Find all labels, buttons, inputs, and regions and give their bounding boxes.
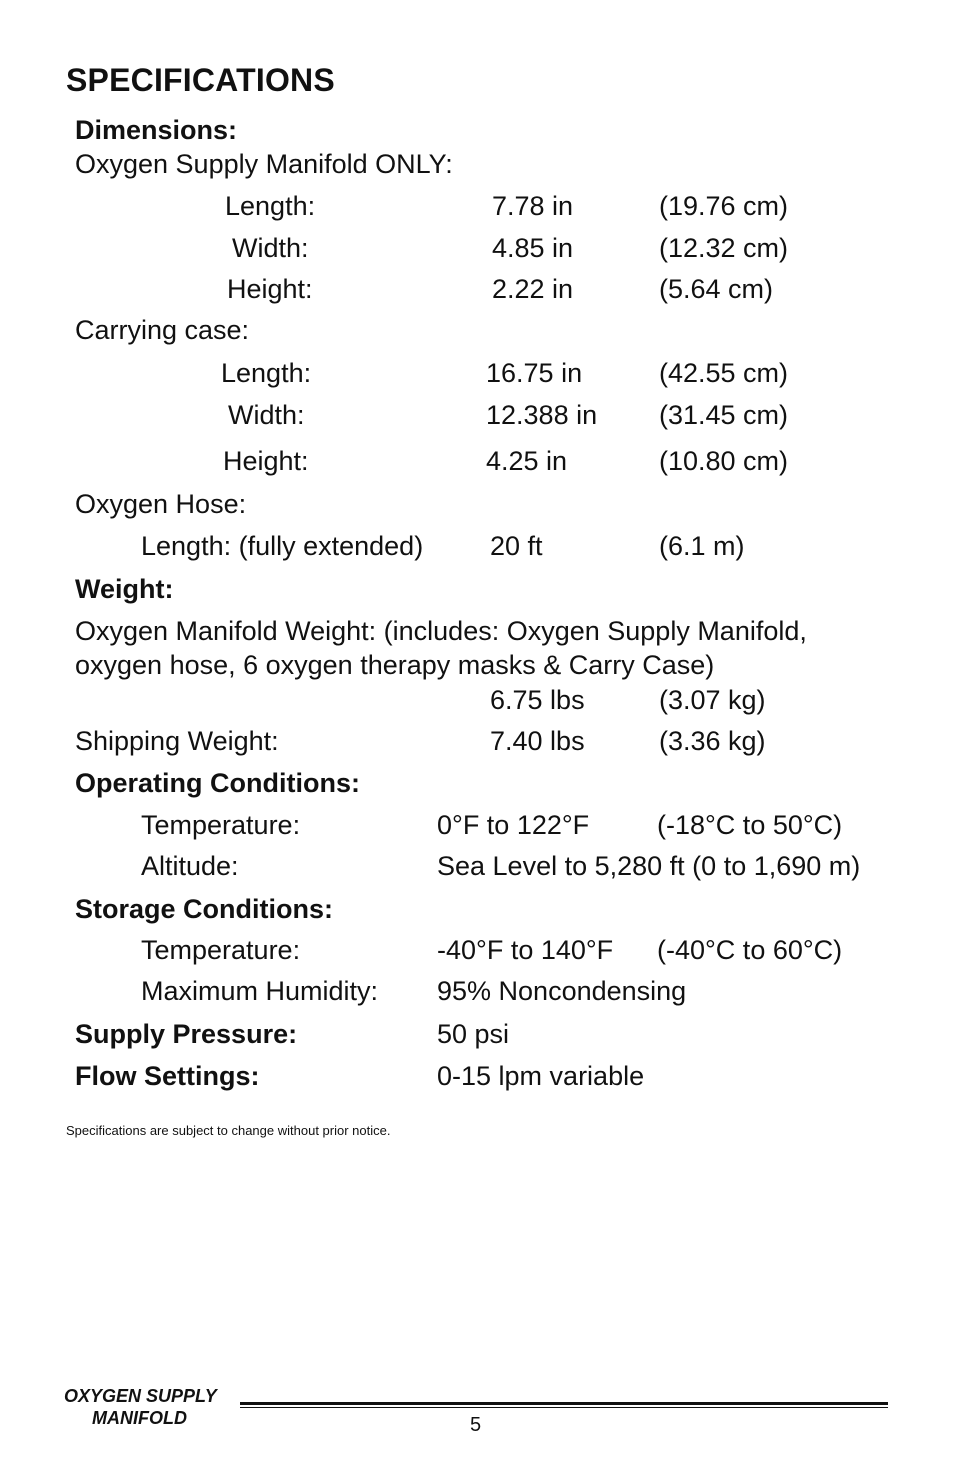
flow-settings-label: Flow Settings: [75, 1061, 260, 1091]
case-height-metric: (10.80 cm) [659, 446, 789, 476]
shipping-weight-lbs: 7.40 lbs [490, 726, 585, 756]
manifold-length-in: 7.78 in [492, 191, 574, 221]
manifold-width-metric: (12.32 cm) [659, 233, 789, 263]
operating-temp-label: Temperature: [141, 810, 301, 840]
hose-length-label: Length: (fully extended) [141, 531, 424, 561]
hose-length-ft: 20 ft [490, 531, 543, 561]
footer-title-line1: OXYGEN SUPPLY [64, 1386, 217, 1406]
weight-heading: Weight: [75, 574, 174, 604]
manifold-height-in: 2.22 in [492, 274, 574, 304]
altitude-value: Sea Level to 5,280 ft (0 to 1,690 m) [437, 851, 861, 881]
manifold-label: Oxygen Supply Manifold ONLY: [75, 149, 453, 179]
case-length-in: 16.75 in [486, 358, 583, 388]
manifold-width-in: 4.85 in [492, 233, 574, 263]
hose-label: Oxygen Hose: [75, 489, 247, 519]
manifold-weight-kg: (3.07 kg) [659, 685, 766, 715]
case-height-label: Height: [223, 446, 309, 476]
dimensions-heading: Dimensions: [75, 115, 238, 145]
case-width-metric: (31.45 cm) [659, 400, 789, 430]
storage-temp-label: Temperature: [141, 935, 301, 965]
footnote: Specifications are subject to change without prior notice. [66, 1123, 391, 1138]
hose-length-metric: (6.1 m) [659, 531, 745, 561]
humidity-value: 95% Noncondensing [437, 976, 687, 1006]
supply-pressure-label: Supply Pressure: [75, 1019, 298, 1049]
case-height-in: 4.25 in [486, 446, 568, 476]
manifold-length-label: Length: [225, 191, 316, 221]
storage-heading: Storage Conditions: [75, 894, 333, 924]
flow-settings-value: 0-15 lpm variable [437, 1061, 645, 1091]
case-length-label: Length: [221, 358, 312, 388]
storage-temp-c: (-40°C to 60°C) [657, 935, 843, 965]
storage-temp-f: -40°F to 140°F [437, 935, 614, 965]
operating-temp-f: 0°F to 122°F [437, 810, 590, 840]
footer-title-line2: MANIFOLD [92, 1408, 187, 1428]
operating-heading: Operating Conditions: [75, 768, 360, 798]
footer-rule-thin [240, 1407, 888, 1408]
page-title: SPECIFICATIONS [66, 62, 335, 98]
humidity-label: Maximum Humidity: [141, 976, 379, 1006]
case-width-label: Width: [228, 400, 305, 430]
footer-rule-thick [240, 1402, 888, 1405]
case-width-in: 12.388 in [486, 400, 598, 430]
manifold-length-metric: (19.76 cm) [659, 191, 789, 221]
altitude-label: Altitude: [141, 851, 239, 881]
manifold-weight-line1: Oxygen Manifold Weight: (includes: Oxygen Supply Manifold, [75, 616, 807, 646]
supply-pressure-value: 50 psi [437, 1019, 510, 1049]
case-label: Carrying case: [75, 315, 250, 345]
manifold-height-metric: (5.64 cm) [659, 274, 774, 304]
page-number: 5 [470, 1414, 482, 1436]
manifold-height-label: Height: [227, 274, 313, 304]
manifold-width-label: Width: [232, 233, 309, 263]
shipping-weight-kg: (3.36 kg) [659, 726, 766, 756]
operating-temp-c: (-18°C to 50°C) [657, 810, 843, 840]
shipping-weight-label: Shipping Weight: [75, 726, 279, 756]
case-length-metric: (42.55 cm) [659, 358, 789, 388]
manifold-weight-lbs: 6.75 lbs [490, 685, 585, 715]
manifold-weight-line2: oxygen hose, 6 oxygen therapy masks & Carry Case) [75, 650, 715, 680]
